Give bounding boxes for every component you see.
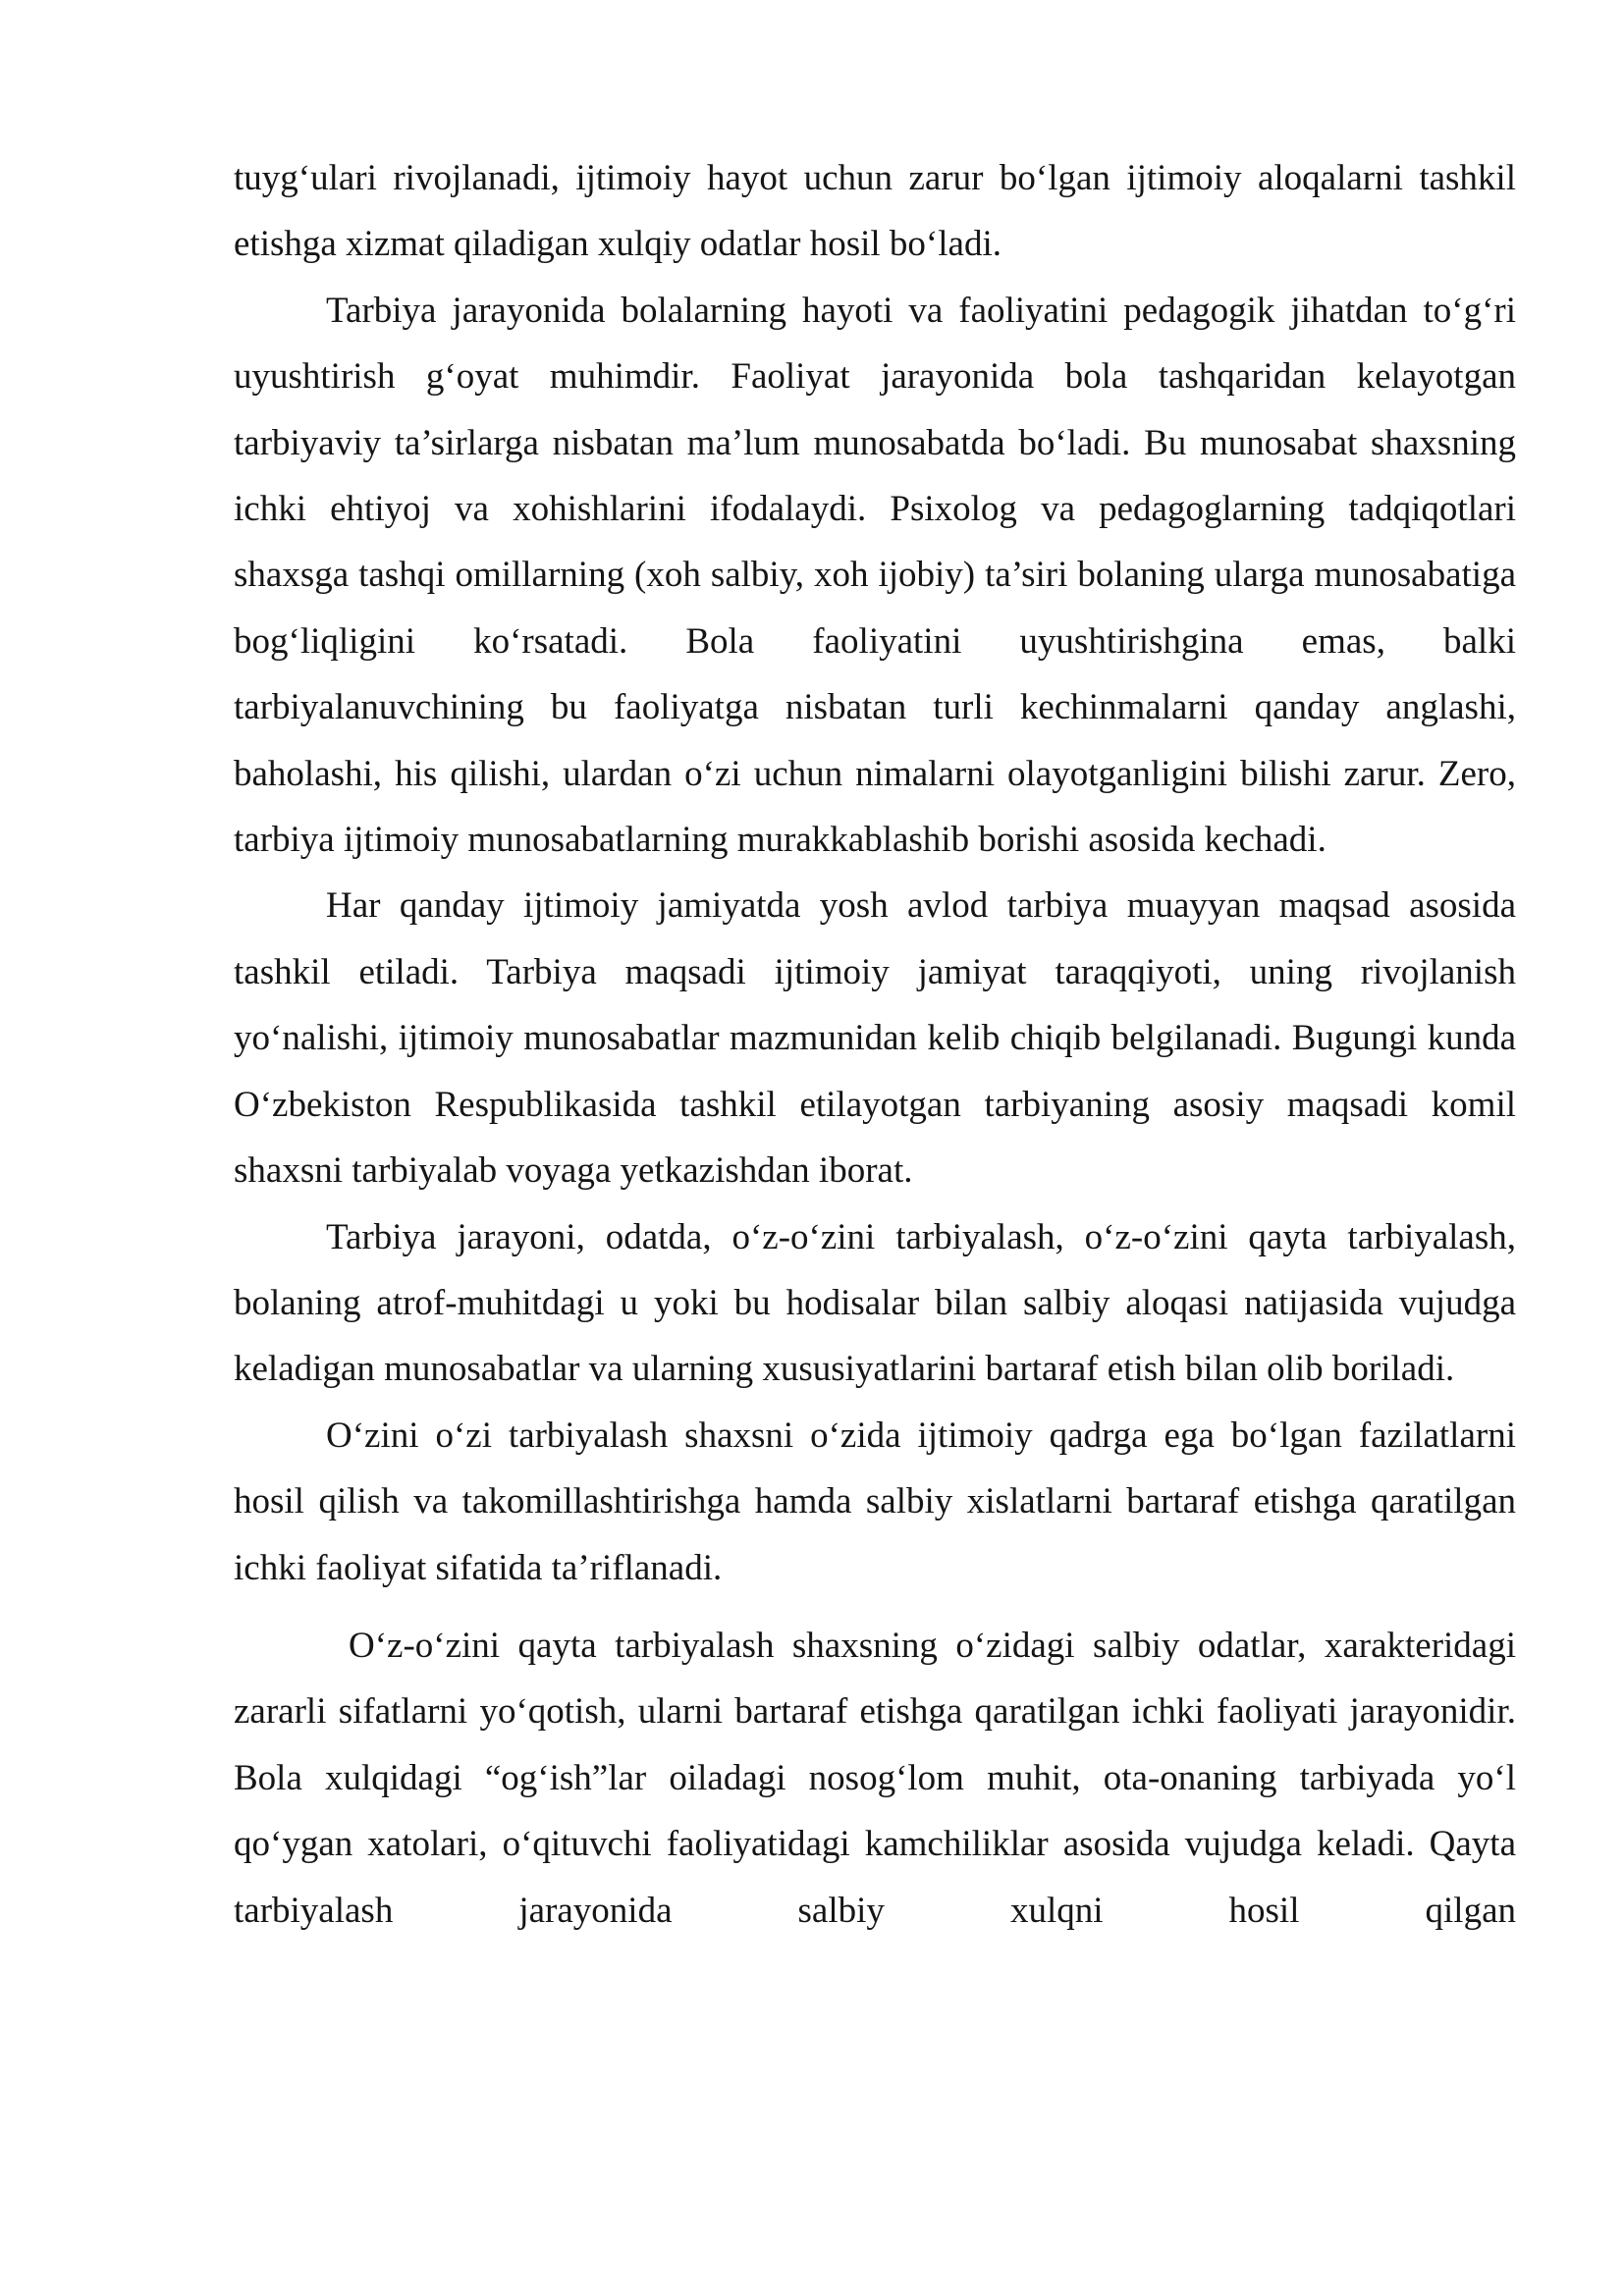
paragraph-upbringing-goal: Har qanday ijtimoiy jamiyatda yosh avlod tarbiya muayyan maqsad asosida tashkil etiladi. Tarbiya maqsadi ijtimoiy jamiyat taraqqiyoti, uning rivojlanish yo‘nalishi, ijtimoiy munosabatlar mazmunidan kelib chiqib belgilanadi. Bugungi kunda O‘zbekiston Respublikasida tashkil etilayotgan tarbiyaning asosiy maqsadi komil shaxsni tarbiyalab voyaga yetkazishdan iborat.	[234, 885, 1516, 1192]
paragraph-re-education: O‘z-o‘zini qayta tarbiyalash shaxsning o‘zidagi salbiy odatlar, xarakteridagi zararli sifatlarni yo‘qotish, ularni bartaraf etishga qaratilgan ichki faoliyati jarayonidir. Bola xulqidagi “og‘ish”lar oiladagi nosog‘lom muhit, ota-onaning tarbiyada yo‘l qo‘ygan xatolari, o‘qituvchi faoliyatidagi kamchiliklar asosida vujudga keladi. Qayta tarbiyalash jarayonida salbiy xulqni hosil qilgan	[234, 1625, 1516, 1931]
paragraph-upbringing-process: Tarbiya jarayoni, odatda, o‘z-o‘zini tarbiyalash, o‘z-o‘zini qayta tarbiyalash, bolaning atrof-muhitdagi u yoki bu hodisalar bilan salbiy aloqasi natijasida vujudga keladigan munosabatlar va ularning xususiyatlarini bartaraf etish bilan olib boriladi.	[234, 1216, 1516, 1390]
paragraph-self-education: O‘zini o‘zi tarbiyalash shaxsni o‘zida ijtimoiy qadrga ega bo‘lgan fazilatlarni hosil qilish va takomillashtirishga hamda salbiy xislatlarni bartaraf etishga qaratilgan ichki faoliyat sifatida ta’riflanadi.	[234, 1415, 1516, 1588]
body-text	[234, 145, 1516, 1944]
paragraph-continuation: tuyg‘ulari rivojlanadi, ijtimoiy hayot uchun zarur bo‘lgan ijtimoiy aloqalarni tashkil etishga xizmat qiladigan xulqiy odatlar hosil bo‘ladi.	[234, 158, 1516, 265]
paragraph-upbringing-activity: Tarbiya jarayonida bolalarning hayoti va faoliyatini pedagogik jihatdan to‘g‘ri uyushtirish g‘oyat muhimdir. Faoliyat jarayonida bola tashqaridan kelayotgan tarbiyaviy ta’sirlarga nisbatan ma’lum munosabatda bo‘ladi. Bu munosabat shaxsning ichki ehtiyoj va xohishlarini ifodalaydi. Psixolog va pedagoglarning tadqiqotlari shaxsga tashqi omillarning (xoh salbiy, xoh ijobiy) ta’siri bolaning ularga munosabatiga bog‘liqligini ko‘rsatadi. Bola faoliyatini uyushtirishgina emas, balki tarbiyalanuvchining bu faoliyatga nisbatan turli kechinmalarni qanday anglashi, baholashi, his qilishi, ulardan o‘zi uchun nimalarni olayotganligini bilishi zarur. Zero, tarbiya ijtimoiy munosabatlarning murakkablashib borishi asosida kechadi.	[234, 290, 1516, 861]
